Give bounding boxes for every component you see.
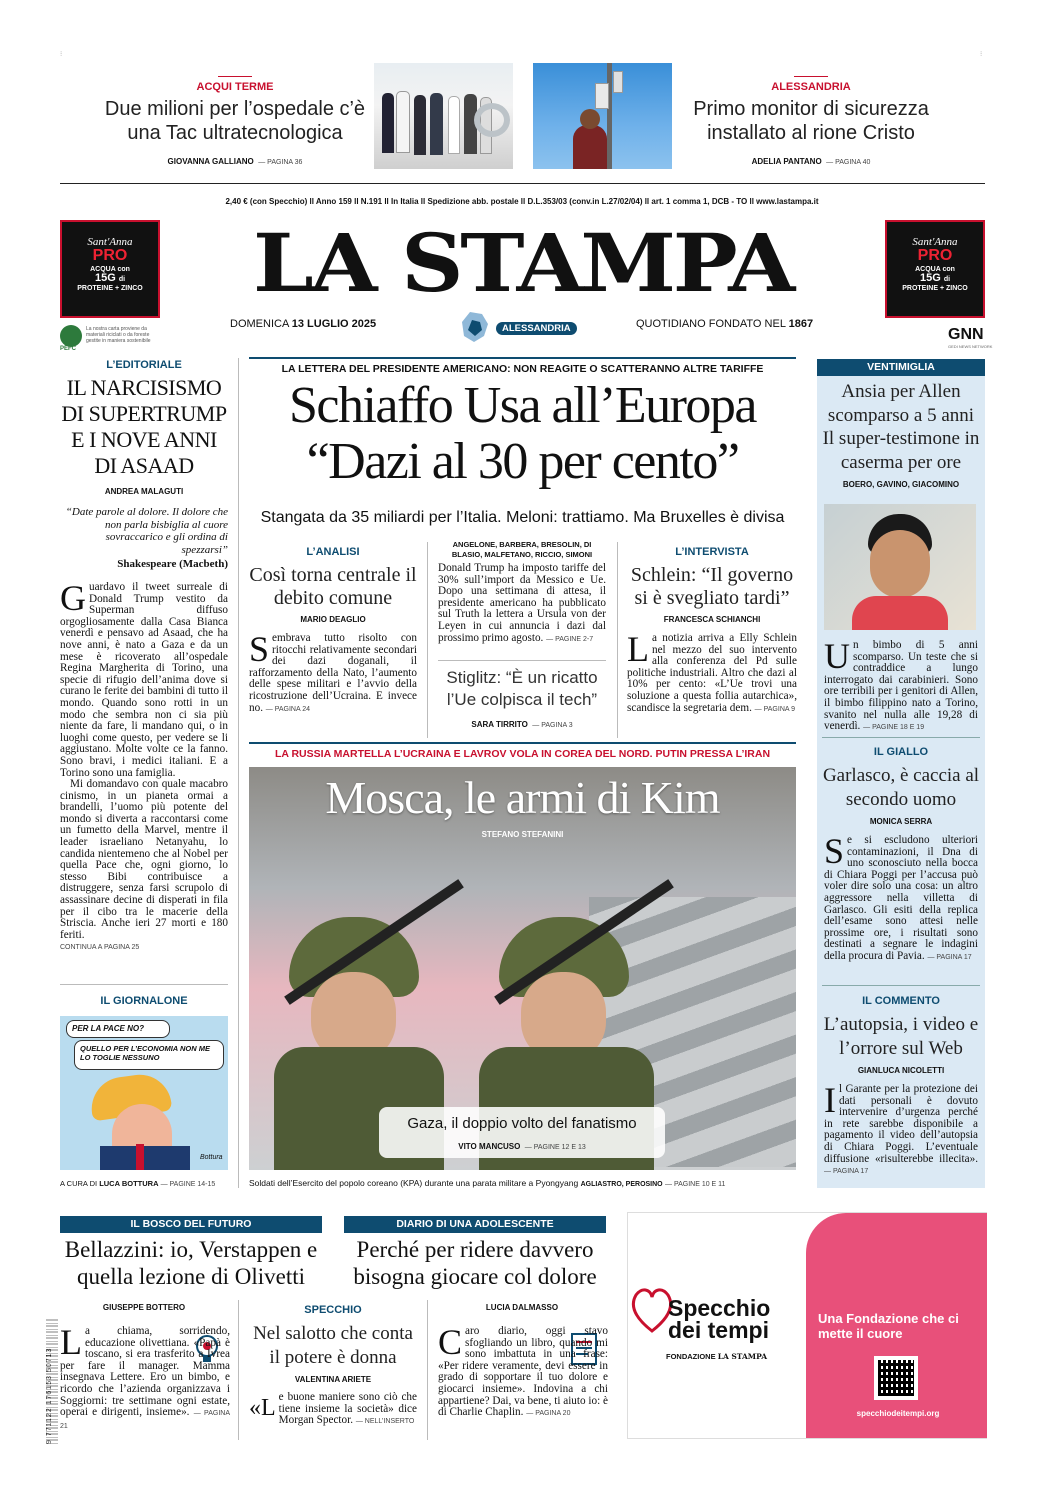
stiglitz-title: Stiglitz: “È un ricatto l’Ue colpisca il tech”: [446, 668, 598, 709]
editorial-continue: CONTINUA A PAGINA 25: [60, 944, 140, 952]
drop-cap: L: [60, 1322, 82, 1362]
monitor-photo: [533, 63, 672, 169]
caption-authors: AGLIASTRO, PEROSINO: [580, 1181, 663, 1188]
barcode-number: 9 771122 176153 50713: [46, 1347, 53, 1444]
kim-overline: LA RUSSIA MARTELLA L’UCRAINA E LAVROV VOLA IN COREA DEL NORD. PUTIN PRESSA L’IRAN: [274, 748, 771, 760]
pefc-icon: [60, 325, 82, 347]
ad-line3: di: [943, 276, 951, 283]
giallo-kicker: IL GIALLO: [873, 746, 929, 758]
editorial-text: uardavo il tweet surreale di Donald Trump vestito da Superman diffuso orgogliosamente dalla Casa Bianca venerdì e pensavo ad Asaad, che ha nove anni, è nato a Gaza e da un mese è ricoverato all’ospedale Regina Margherita di Torino, una specie di rifugio dell’anima dove si curano le ferite dei bambini di tutto il mondo. Quando sono rotti in un modo che sembra non ci sia più niente da fare, li mandano qui, o in luoghi come questo, per vedere se li aggiustano. Molte volte ce la fanno. Sono bravi, i medici italiani. E a Torino sono una famiglia.: [60, 581, 228, 779]
diario-title[interactable]: Perché per ridere davvero bisogna giocare col dolore: [353, 1237, 597, 1289]
divider: [60, 984, 228, 985]
editorial-quote: “Date parole al dolore. Il dolore che non parla bisbiglia al cuore sovraccarico e gli ordina di spezzarsi”: [65, 506, 228, 556]
interview-text: a notizia arriva a Elly Schlein nel mezzo del suo intervento alla conferenza del Pd sulle politiche industriali. Altro che dazi al 10% per cento: «L’Ue trovi una soluzione a questa follia autarchica», scandisce la segretaria dem.: [627, 632, 797, 714]
credit-page: — PAGINE 14-15: [160, 1181, 216, 1188]
editorial-kicker: L’EDITORIALE: [106, 359, 182, 371]
specchio-story[interactable]: [249, 1304, 417, 1428]
allen-story[interactable]: [820, 380, 982, 489]
interview-title: Schlein: “Il governo si è svegliato tardi”: [630, 564, 794, 609]
specchio-ad-foundation: [666, 1352, 767, 1361]
ad-line3: di: [118, 276, 126, 283]
editorial-title: IL NARCISISMO DI SUPERTRUMP E I NOVE ANNI DI ASAAD: [61, 375, 227, 478]
drop-cap: G: [60, 578, 86, 618]
pefc-label: PEFC: [60, 346, 77, 352]
ad-line2: 15G: [919, 272, 941, 284]
allen-body: [824, 636, 978, 734]
edition-badge[interactable]: ALESSANDRIA: [496, 322, 577, 335]
teaser-right-title: Primo monitor di sicurezza installato al rione Cristo: [693, 98, 929, 144]
news-text: Donald Trump ha imposto tariffe del 30% sull’import da Messico e Ue. Dopo una settimana di attesa, il presidente americano ha pubblicato sul Truth la lettera a Ursula von der Leyen in cui annuncia i dazi dal prossimo primo agosto.: [438, 562, 606, 644]
analysis-title: Così torna centrale il debito comune: [249, 564, 417, 609]
analysis-page: — PAGINA 24: [265, 705, 311, 713]
teaser-left-title: Due milioni per l’ospedale c’è una Tac ultratecnologica: [104, 98, 366, 144]
foundation-label: FONDAZIONE: [666, 1352, 716, 1361]
stiglitz-byline: SARA TIRRITO: [471, 720, 528, 729]
drop-cap: C: [438, 1322, 463, 1362]
editorial-body: [60, 578, 228, 779]
commento-story[interactable]: [820, 995, 982, 1178]
diario-bar: DIARIO DI UNA ADOLESCENTE: [344, 1216, 606, 1233]
news-body: [438, 563, 606, 645]
col-rule: [238, 1300, 239, 1440]
caption-page: — PAGINE 10 E 11: [665, 1181, 726, 1188]
allen-byline: BOERO, GAVINO, GIACOMINO: [842, 480, 960, 489]
cartoon-kicker: IL GIORNALONE: [100, 995, 188, 1007]
teaser-right-kicker: ALESSANDRIA: [771, 81, 851, 93]
bosco-body: [60, 1322, 230, 1432]
bosco-bar: IL BOSCO DEL FUTURO: [60, 1216, 322, 1233]
teaser-left-byline: GIOVANNA GALLIANO: [167, 157, 254, 166]
masthead-title[interactable]: LA STAMPA: [252, 216, 793, 310]
gaza-title: Gaza, il doppio volto del fanatismo: [407, 1115, 637, 1132]
news-authors: ANGELONE, BARBERA, BRESOLIN, DI BLASIO, MALFETANO, RICCIO, SIMONI: [451, 540, 593, 559]
teaser-right-byline: ADELIA PANTANO: [751, 157, 822, 166]
commento-title: L’autopsia, i video e l’orrore sul Web: [823, 1014, 979, 1059]
cartoon-balloon-1: PER LA PACE NO?: [66, 1020, 170, 1038]
news-page: — PAGINE 2-7: [546, 635, 594, 643]
interview-byline: FRANCESCA SCHIANCHI: [663, 615, 761, 624]
specchio-byline: VALENTINA ARIETE: [294, 1375, 372, 1384]
masthead-date: [230, 318, 376, 330]
commento-kicker: IL COMMENTO: [862, 995, 940, 1007]
analysis-text: embrava tutto risolto con ritocchi relativamente secondari dei dazi doganali, il rafforzamento della Nato, l’aumento delle spese militari e l’avvio della ricostruzione dell’Ucraina. E invece no.: [249, 632, 417, 714]
specchio-ad-url[interactable]: specchiodeitempi.org: [856, 1409, 940, 1418]
founded-line: [636, 318, 813, 330]
cartoon-balloon-2: QUELLO PER L’ECONOMIA NON ME LO TOGLIE NESSUNO: [74, 1040, 224, 1070]
stiglitz[interactable]: [438, 667, 606, 732]
ad-pro: PRO: [917, 247, 953, 264]
teaser-left[interactable]: [100, 76, 370, 169]
specchio-kicker: SPECCHIO: [304, 1304, 362, 1316]
commento-byline: GIANLUCA NICOLETTI: [857, 1066, 945, 1075]
analysis-byline: MARIO DEAGLIO: [300, 615, 366, 624]
editorial[interactable]: [60, 359, 228, 951]
gnn-logo: GNN: [948, 326, 984, 343]
ad-box-left[interactable]: [60, 220, 160, 318]
kim-byline: STEFANO STEFANINI: [481, 830, 564, 839]
credit-name: LUCA BOTTURA: [99, 1179, 159, 1188]
specchio-ad-title: [668, 1297, 770, 1341]
founded-prefix: QUOTIDIANO FONDATO NEL: [636, 318, 786, 330]
allen-text: n bimbo di 5 anni scomparso. Un teste che si contraddice a lungo interrogato dai carabinieri. Sono ore terribili per i genitori di Allen, il bimbo filippino nato a Torino, svanito nel nulla alle 19,28 di venerdì.: [824, 639, 978, 733]
teaser-left-page: — PAGINA 36: [258, 159, 303, 166]
allen-page: — PAGINE 18 E 19: [863, 724, 925, 732]
date-value: 13 LUGLIO 2025: [291, 318, 377, 330]
top-divider: [60, 183, 985, 184]
divider: [822, 737, 980, 738]
foundation-brand: LA STAMPA: [717, 1352, 768, 1361]
lead-overline: LA LETTERA DEL PRESIDENTE AMERICANO: NON REAGITE O SCATTERANNO ALTRE TARIFFE: [281, 363, 764, 375]
gnn-sub: GEDI NEWS NETWORK: [948, 344, 993, 349]
drop-cap: I: [824, 1080, 836, 1120]
lead-subtitle: Stangata da 35 miliardi per l’Italia. Meloni: trattiamo. Ma Bruxelles è divisa: [260, 509, 785, 526]
lead-title-2: “Dazi al 30 per cento”: [306, 433, 739, 490]
region-map-icon: [460, 310, 490, 344]
giallo-text: e si escludono ulteriori contaminazioni, il Dna di uno sconosciuto nella bocca di Chiara Poggi per l’accusa può voler dire solo una cosa: un altro aggressore nella villetta di Garlasco. Gli esiti della replica dell’esame sono attesi nelle prossime ore, i risultati sono destinati a segnare le indagini della procura di Pavia.: [824, 834, 978, 962]
ventimiglia-bar: VENTIMIGLIA: [817, 359, 985, 376]
editorial-quote-author: Shakespeare (Macbeth): [117, 558, 228, 570]
cartoon-section[interactable]: [60, 995, 228, 1007]
ad-line1: ACQUA con: [915, 266, 955, 273]
ad-line1: ACQUA con: [90, 266, 130, 273]
gaza-box[interactable]: [379, 1107, 665, 1158]
cartoon-signature: Bottura: [200, 1154, 223, 1161]
giallo-byline: MONICA SERRA: [869, 817, 933, 826]
teaser-right[interactable]: [676, 76, 946, 169]
col-rule: [427, 1300, 428, 1440]
bosco-page: — PAGINA 21: [60, 1410, 230, 1430]
kim-topline: [249, 742, 796, 744]
diario-text: aro diario, oggi stavo sfogliando un libro, quando mi sono imbattuta in una frase: «Per ridere veramente, devi essere in grado di sopportare il tuo dolore e giocarci insieme». Indovina a chi appartiene? Dai, va bene, ti aiuto io: è di Charlie Chaplin.: [438, 1325, 608, 1419]
drop-cap: U: [824, 636, 850, 676]
info-line: 2,40 € (con Specchio) ll Anno 159 ll N.191 ll In Italia ll Spedizione abb. postale ll D.L.353/03 (conv.in L.27/02/04) ll art. 1 comma 1, DCB - TO ll www.lastampa.it: [225, 197, 819, 206]
allen-photo: [824, 504, 976, 630]
teaser-right-page: — PAGINA 40: [826, 159, 871, 166]
corner-mark: ⁝: [60, 51, 63, 58]
ad-line2: 15G: [94, 272, 116, 284]
diario-byline: LUCIA DALMASSO: [485, 1303, 559, 1312]
specchio-title: Nel salotto che conta il potere è donna: [253, 1323, 413, 1368]
ad-line4: PROTEINE + ZINCO: [77, 285, 143, 292]
commento-text: l Garante per la protezione dei dati personali è dovuto intervenire d’urgenza perché in rete sarebbe disponibile a pagamento il video dell’autopsia di Chiara Poggi. L’eventuale diffusione «risulterebbe illecita».: [824, 1083, 978, 1165]
giallo-body: [820, 831, 982, 964]
kim-caption: [249, 1178, 796, 1188]
drop-cap: S: [249, 629, 270, 669]
pefc-text: La nostra carta proviene da materiali riciclati o da foreste gestite in maniera sostenibile: [86, 326, 151, 344]
bosco-title[interactable]: Bellazzini: io, Verstappen e quella lezione di Olivetti: [64, 1237, 318, 1289]
specchio-text: e buone maniere sono ciò che tiene insieme la società» dice Morgan Spector.: [278, 1391, 417, 1427]
interview-body: [627, 629, 797, 715]
ad-brand: Sant'Anna: [87, 236, 133, 248]
commento-page: — PAGINA 17: [824, 1168, 869, 1176]
caption-text: Soldati dell’Esercito del popolo coreano (KPA) durante una parata militare a Pyongyang: [249, 1178, 579, 1188]
giallo-page: — PAGINA 17: [927, 953, 972, 961]
ad-box-right[interactable]: [885, 220, 985, 318]
analysis-body: [249, 629, 417, 715]
teaser-left-kicker: ACQUI TERME: [196, 81, 274, 93]
cartoon-image: [60, 1016, 228, 1170]
analysis[interactable]: [249, 546, 417, 715]
divider: [438, 660, 606, 661]
divider: [822, 985, 980, 986]
giallo-title: Garlasco, è caccia al secondo uomo: [822, 765, 980, 810]
specchio-ad-title2: dei tempi: [668, 1317, 769, 1343]
specchio-ad-slogan: Una Fondazione che ci mette il cuore: [818, 1311, 959, 1341]
specchio-body: [249, 1392, 417, 1428]
credit-prefix: A CURA DI: [60, 1179, 98, 1188]
diario-page: — PAGINA 20: [526, 1410, 571, 1418]
interview-page: — PAGINA 9: [754, 705, 796, 713]
analysis-kicker: L’ANALISI: [306, 546, 360, 558]
stiglitz-page: — PAGINA 3: [532, 722, 573, 729]
cartoon-credit: [60, 1179, 228, 1188]
corner-mark: ⁝: [980, 51, 983, 58]
ad-brand: Sant'Anna: [912, 236, 958, 248]
news-main[interactable]: [438, 540, 606, 645]
ad-pro: PRO: [92, 247, 128, 264]
col-rule: [427, 542, 428, 738]
diario-body: [438, 1322, 608, 1420]
drop-cap: «L: [249, 1395, 276, 1421]
qr-code-icon[interactable]: [874, 1356, 918, 1400]
ad-line4: PROTEINE + ZINCO: [902, 285, 968, 292]
drop-cap: L: [627, 629, 649, 669]
kim-title[interactable]: Mosca, le armi di Kim: [325, 772, 720, 823]
interview-kicker: L’INTERVISTA: [675, 546, 749, 558]
gaza-byline: VITO MANCUSO: [458, 1142, 521, 1151]
commento-body: [820, 1080, 982, 1178]
editorial-byline: ANDREA MALAGUTI: [104, 487, 184, 496]
specchio-page: — NELL’INSERTO: [355, 1418, 415, 1426]
lead-headline[interactable]: [240, 378, 805, 490]
giallo-story[interactable]: [820, 746, 982, 964]
bosco-text: a chiama, sorridendo, educazione olivettiana. «Papà è toscano, si era trasferito a Ivrea per fare il manager. Mamma insegnava Lettere. Ero un bimbo, e ricordo che l’azienda organizzava i Soggiorni: tre settimane ogni estate, operai e dirigenti, insieme».: [60, 1325, 230, 1419]
lead-title-1: Schiaffo Usa all’Europa: [288, 377, 757, 434]
specchio-ad-title1: Specchio: [668, 1295, 771, 1321]
editorial-body-2: Mi domandavo con quale macabro cinismo, in un pianeta ormai a brandelli, l’uomo più potente del mondo si diverta a raccontarsi come un fumetto della Marvel, mentre il leader israeliano Netanyahu, lo candida nientemeno che al Nobel per quella Pace che, ogni giorno, lo stesso Bibi contribuisce a distruggere, senza farsi scrupolo di assassinare decine di disperati in fila per il cibo tra le macerie della Striscia. Anche ieri 27 morti e 180 feriti.: [60, 778, 228, 941]
hospital-photo: [374, 63, 513, 169]
bosco-byline: GIUSEPPE BOTTERO: [102, 1303, 186, 1312]
drop-cap: S: [824, 831, 845, 871]
col-rule: [238, 358, 239, 1188]
col-rule: [617, 542, 618, 738]
founded-year: 1867: [788, 318, 814, 330]
specchio-ad[interactable]: [627, 1212, 987, 1439]
allen-title: Ansia per Allen scomparso a 5 anni Il super-testimone in caserma per ore: [822, 381, 980, 473]
interview[interactable]: [627, 546, 797, 715]
date-weekday: DOMENICA: [230, 318, 289, 330]
barcode: [46, 1318, 58, 1444]
lead-topline: [249, 357, 796, 359]
gaza-page: — PAGINE 12 E 13: [524, 1144, 586, 1151]
